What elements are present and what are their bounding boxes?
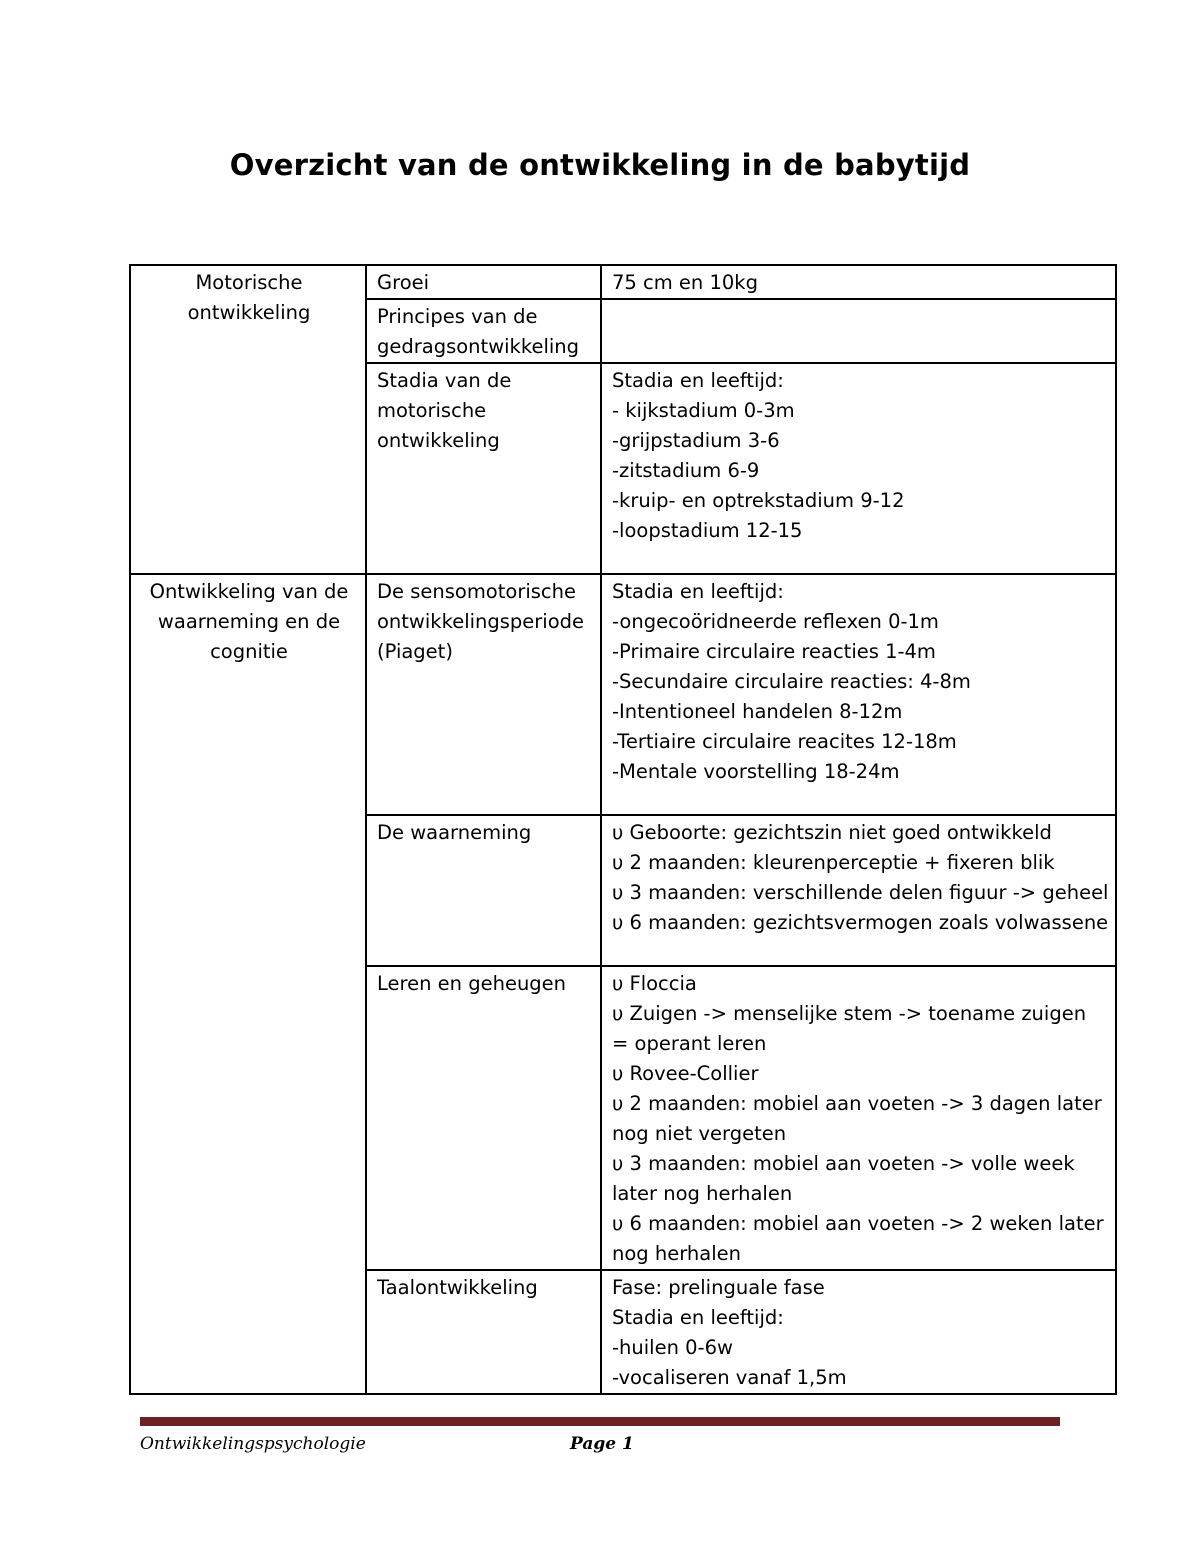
topic-cell	[366, 966, 601, 1270]
detail-line: υ 2 maanden: mobiel aan voeten -> 3 dagen later nog niet vergeten	[612, 1092, 1102, 1145]
detail-line: -kruip- en optrekstadium 9-12	[612, 489, 905, 512]
detail-line: υ 3 maanden: verschillende delen figuur -> geheel	[612, 881, 1109, 904]
detail-line: υ 3 maanden: mobiel aan voeten -> volle week later nog herhalen	[612, 1152, 1075, 1205]
category-label: Motorische ontwikkeling	[187, 271, 311, 324]
detail-cell	[601, 966, 1116, 1270]
footer-course-title: Ontwikkelingspsychologie	[140, 1434, 366, 1454]
detail-line: υ 6 maanden: gezichtsvermogen zoals volwassene	[612, 911, 1109, 934]
detail-line: -loopstadium 12-15	[612, 519, 803, 542]
footer-page-number: Page 1	[570, 1434, 634, 1454]
topic-label: Taalontwikkeling	[377, 1276, 538, 1299]
detail-line: -Mentale voorstelling 18-24m	[612, 760, 900, 783]
footer-divider	[140, 1417, 1060, 1426]
topic-label: Groei	[377, 271, 430, 294]
topic-label: De sensomotorische ontwikkelingsperiode (Piaget)	[377, 580, 585, 663]
detail-cell	[601, 299, 1116, 363]
detail-line: - kijkstadium 0-3m	[612, 399, 795, 422]
detail-cell	[601, 265, 1116, 299]
detail-cell	[601, 363, 1116, 574]
detail-line: υ Zuigen -> menselijke stem -> toename zuigen = operant leren	[612, 1002, 1087, 1055]
topic-cell	[366, 815, 601, 966]
topic-cell	[366, 1270, 601, 1394]
topic-cell	[366, 265, 601, 299]
topic-label: Leren en geheugen	[377, 972, 567, 995]
detail-line: υ Geboorte: gezichtszin niet goed ontwikkeld	[612, 821, 1052, 844]
category-cell-waarneming	[130, 574, 366, 1394]
detail-line: -Tertiaire circulaire reacites 12-18m	[612, 730, 957, 753]
detail-cell	[601, 815, 1116, 966]
detail-line: Stadia en leeftijd:	[612, 369, 784, 392]
detail-line: -Intentioneel handelen 8-12m	[612, 700, 903, 723]
topic-cell	[366, 299, 601, 363]
topic-cell	[366, 574, 601, 815]
topic-label: De waarneming	[377, 821, 532, 844]
table-row	[130, 574, 1116, 815]
detail-line: -Primaire circulaire reacties 1-4m	[612, 640, 936, 663]
development-table	[129, 264, 1117, 1395]
topic-label: Principes van de gedragsontwikkeling	[377, 305, 580, 358]
detail-line: 75 cm en 10kg	[612, 271, 758, 294]
detail-line: -ongecoöridneerde reflexen 0-1m	[612, 610, 939, 633]
detail-line: -Secundaire circulaire reacties: 4-8m	[612, 670, 971, 693]
table-row	[130, 265, 1116, 299]
detail-line: υ 2 maanden: kleurenperceptie + fixeren blik	[612, 851, 1055, 874]
detail-line: υ 6 maanden: mobiel aan voeten -> 2 weken later nog herhalen	[612, 1212, 1104, 1265]
topic-cell	[366, 363, 601, 574]
category-cell-motorisch	[130, 265, 366, 574]
category-label: Ontwikkeling van de waarneming en de cognitie	[149, 580, 349, 663]
detail-line: -huilen 0-6w	[612, 1336, 733, 1359]
page-title: Overzicht van de ontwikkeling in de babytijd	[229, 148, 971, 182]
detail-line: υ Rovee-Collier	[612, 1062, 759, 1085]
detail-line: -zitstadium 6-9	[612, 459, 760, 482]
detail-cell	[601, 1270, 1116, 1394]
detail-line: Stadia en leeftijd:	[612, 1306, 784, 1329]
detail-line: Stadia en leeftijd:	[612, 580, 784, 603]
detail-line: -vocaliseren vanaf 1,5m	[612, 1366, 847, 1389]
detail-cell	[601, 574, 1116, 815]
detail-line: Fase: prelinguale fase	[612, 1276, 825, 1299]
detail-line: υ Floccia	[612, 972, 697, 995]
detail-line: -grijpstadium 3-6	[612, 429, 780, 452]
topic-label: Stadia van de motorische ontwikkeling	[377, 369, 512, 452]
